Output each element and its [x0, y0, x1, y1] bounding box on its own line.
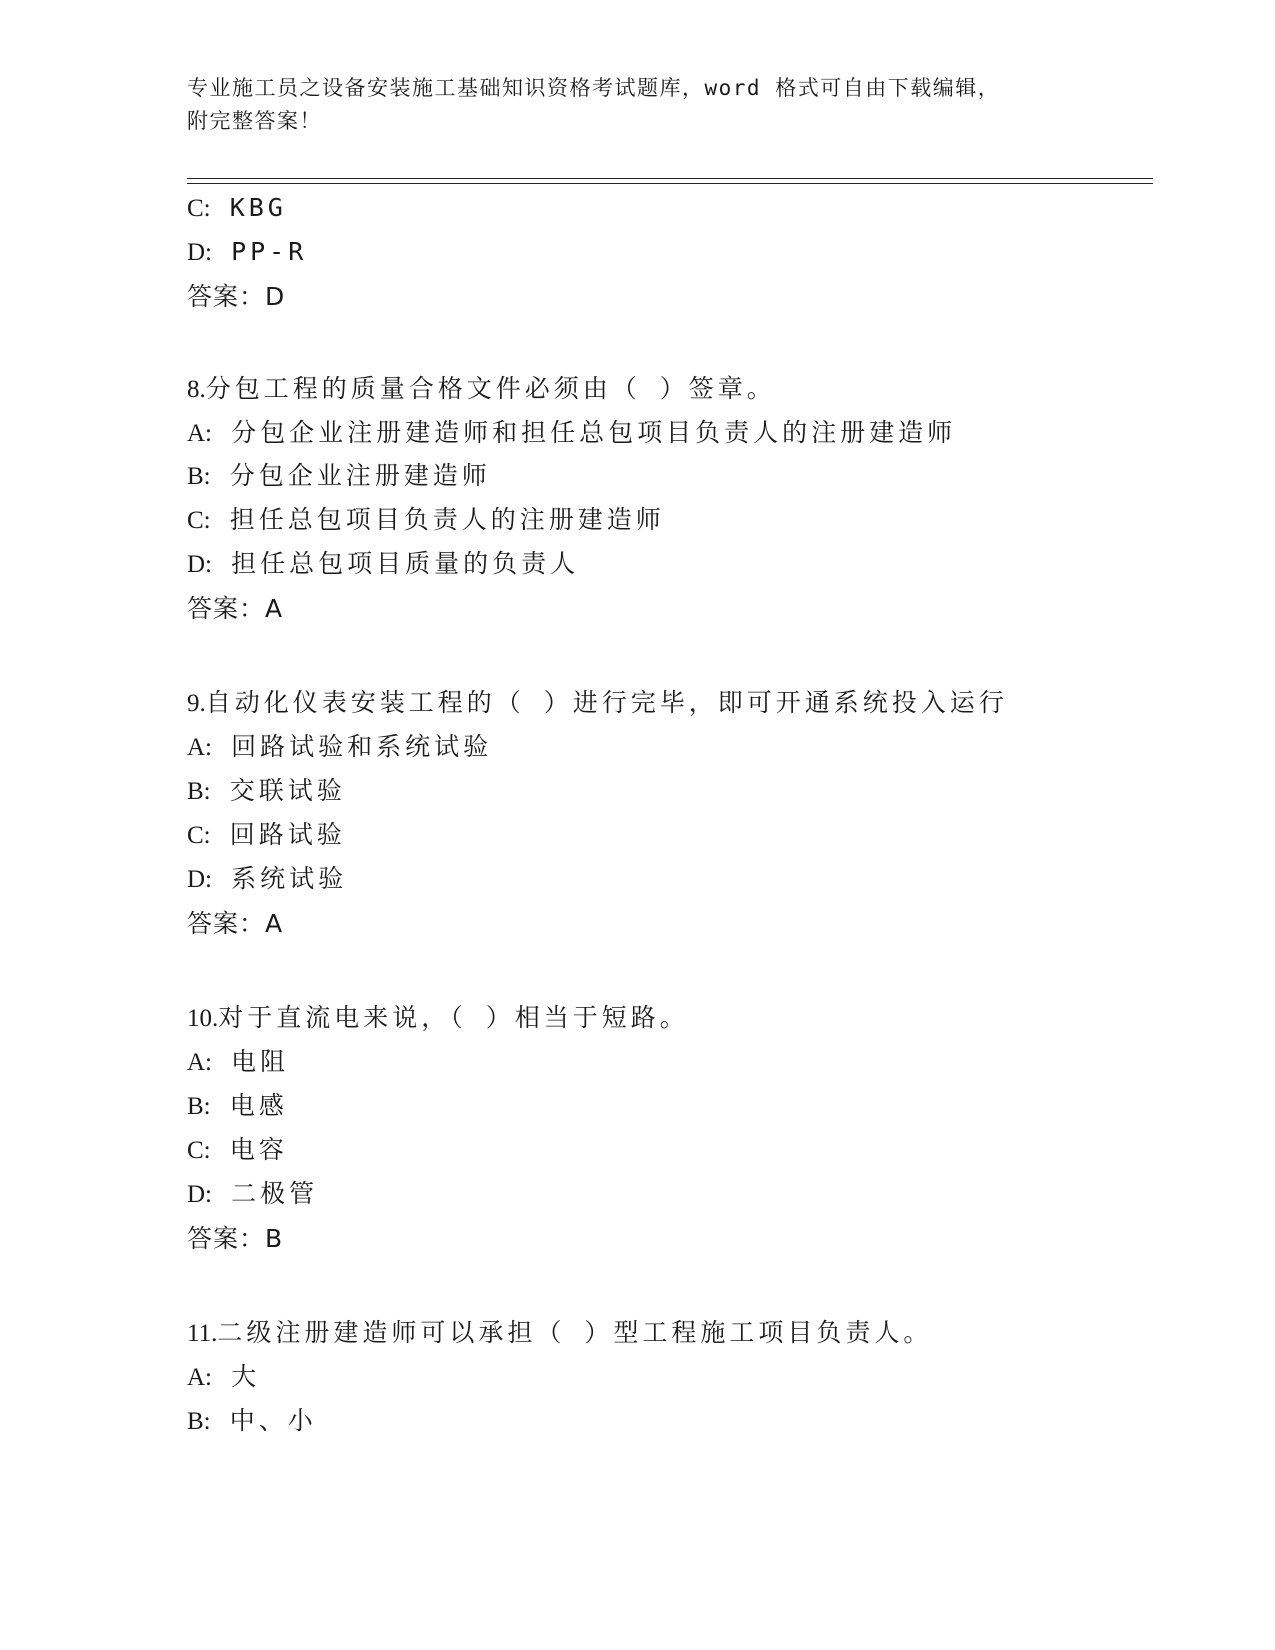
question-8-option-b: [187, 461, 491, 492]
option-prefix: D:: [187, 239, 212, 266]
question-10-option-c: [187, 1135, 288, 1166]
question-9-option-d: [187, 864, 347, 895]
question-number: 10.: [187, 1005, 219, 1032]
question-10-answer: 答案：B: [187, 1224, 284, 1253]
option-prefix: A:: [187, 734, 212, 761]
prev-answer: 答案：D: [187, 282, 286, 311]
header-divider-top: [187, 178, 1153, 179]
option-prefix: B:: [187, 463, 211, 490]
option-text: 电阻: [231, 1047, 290, 1076]
question-10-option-b: [187, 1091, 288, 1122]
question-9-option-a: [187, 732, 492, 763]
option-text: 系统试验: [231, 864, 348, 893]
question-number: 11.: [187, 1320, 218, 1347]
option-prefix: D:: [187, 866, 212, 893]
header-line-1: 专业施工员之设备安装施工基础知识资格考试题库，word 格式可自由下载编辑，: [187, 76, 1001, 100]
question-10-option-a: [187, 1047, 289, 1078]
option-prefix: A:: [187, 1364, 212, 1391]
option-prefix: B:: [187, 778, 211, 805]
option-text: PP-R: [231, 237, 308, 266]
option-text: 担任总包项目负责人的注册建造师: [229, 505, 665, 534]
option-prefix: D:: [187, 551, 212, 578]
question-10-stem: [187, 1003, 689, 1034]
option-prefix: A:: [187, 1049, 212, 1076]
prev-option-c: [187, 193, 287, 224]
header-line-2: 附完整答案！: [187, 109, 322, 133]
option-text: 回路试验和系统试验: [231, 732, 493, 761]
question-10-option-d: [187, 1179, 318, 1210]
option-prefix: C:: [187, 195, 211, 222]
question-8-option-d: [187, 549, 579, 580]
option-text: 分包企业注册建造师: [229, 461, 491, 490]
question-8-option-c: [187, 505, 665, 536]
question-text: 自动化仪表安装工程的（ ）进行完毕，即可开通系统投入运行: [205, 688, 1008, 717]
option-text: 担任总包项目质量的负责人: [231, 549, 580, 578]
prev-option-d: [187, 237, 307, 268]
question-9-option-b: [187, 776, 346, 807]
option-text: KBG: [229, 193, 287, 222]
question-9-stem: [187, 688, 1008, 719]
question-text: 分包工程的质量合格文件必须由（ ）签章。: [205, 374, 776, 403]
option-text: 中、小: [229, 1406, 317, 1435]
question-number: 8.: [187, 376, 206, 403]
option-text: 电容: [229, 1135, 288, 1164]
option-prefix: B:: [187, 1408, 211, 1435]
option-text: 回路试验: [229, 820, 346, 849]
option-prefix: A:: [187, 420, 212, 447]
header-divider-bottom: [187, 183, 1153, 184]
option-prefix: C:: [187, 1137, 211, 1164]
question-text: 二级注册建造师可以承担（ ）型工程施工项目负责人。: [217, 1318, 933, 1347]
question-number: 9.: [187, 690, 206, 717]
option-text: 交联试验: [229, 776, 346, 805]
question-11-stem: [187, 1318, 932, 1349]
question-8-answer: 答案：A: [187, 594, 284, 623]
option-text: 大: [231, 1362, 261, 1391]
question-8-stem: [187, 374, 776, 405]
question-11-option-b: [187, 1406, 317, 1437]
question-9-answer: 答案：A: [187, 909, 284, 938]
option-text: 分包企业注册建造师和担任总包项目负责人的注册建造师: [231, 418, 957, 447]
option-prefix: C:: [187, 507, 211, 534]
option-text: 二极管: [231, 1179, 319, 1208]
option-prefix: B:: [187, 1093, 211, 1120]
question-8-option-a: [187, 418, 956, 449]
option-prefix: D:: [187, 1181, 212, 1208]
question-9-option-c: [187, 820, 346, 851]
page-header: [187, 72, 1087, 138]
question-11-option-a: [187, 1362, 260, 1393]
question-text: 对于直流电来说，（ ）相当于短路。: [218, 1003, 689, 1032]
option-text: 电感: [229, 1091, 288, 1120]
option-prefix: C:: [187, 822, 211, 849]
